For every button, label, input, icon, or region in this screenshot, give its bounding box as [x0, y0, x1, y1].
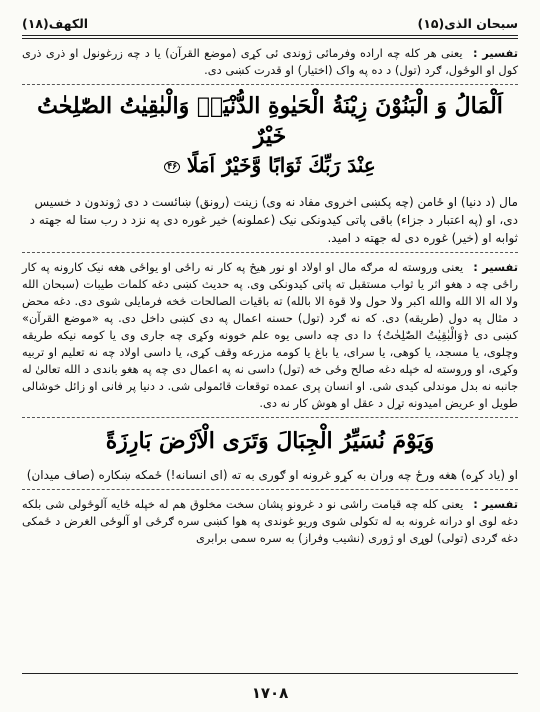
tafseer-label: تفسیر : [472, 46, 518, 60]
tafseer-label: تفسیر : [473, 259, 518, 274]
footer-rule [22, 673, 518, 674]
tafseer-2 [22, 259, 518, 412]
tafseer-label: تفسیر : [473, 496, 518, 511]
page-number: ۱۷۰۸ [251, 684, 289, 702]
tafseer-2-text: یعنی وروسته له مرګه مال او اولاد او نور هیڅ په کار نه راځی او یواځی هغه نیک کارونه په کار راځی چه د هغو اثر یا ثواب مستقبل ته پاتی کیدونکی وی. په حدیث کښی دغه کلمات طیبات (سبحان الله ولا اله الا الله والله اکبر ولا حول ولا قوة الا بالله) ته باقیات الصالحات څخه فرمایلی شوی دی. دغه محض د مثال په دول (طریقه) دی. که نه ګرد (تول) حسنه اعمال په دی کښی داخل دی. په «موضع القرآن» کښی دی ﴿وَالْبٰقِیٰتُ الصّٰلِحٰتُ﴾ دا دی چه داسی یوه علم خوونه وکړی چه جاری وی یا کومه نیکه طریقه وچلوی، یا مسجد، یا کوهی، یا سرای، یا باغ یا کومه مزرعه وقف کړی، یا داسی اولاد چه نه تعلیم او تربیه وکړی، او وروسته له خپله دغه صالح وځی خه (تول) داسی نه په اعمال دی چه په هغو باندی د الله تعالیٰ له جانبه نه بدل موندلی کیدی شی. او انسان پری عمده توقعات قائمولی شی. د دنیا پر فانی او زائل خوشالی طویل او عریض امیدونه تړل د عقل او هوش کار نه دی. [22, 259, 518, 410]
intro-tafseer-text: یعنی هر کله چه اراده وفرمائی ژوندی ئی کړی (موضع القرآن) یا د چه زرغونول او ذری ذری کول او الوځول، ګرد (تول) د ده په واک (اختیار) او قدرت کښی دی. [22, 46, 518, 77]
tafseer-3 [22, 496, 518, 547]
header-surah-para: سبحان الذی(۱۵) [417, 15, 518, 31]
header-surah-name: الکهف(۱۸) [22, 15, 89, 31]
tafseer-2-section [22, 253, 518, 418]
intro-tafseer-section [22, 39, 518, 85]
tafseer-3-section [22, 490, 518, 547]
translation-1: مال (د دنیا) او ځامن (چه پکښی اخروی مفاد نه وی) زینت (رونق) ښائست د دی ژوندون د خسیس دی، او (په اعتبار د جزاء) باقی پاتی کیدونکی نیک (عملونه) خیر غوره دی په نزد د رب ستا له جهته د ثوابه او (خیر) غوره دی له جهته د امید. [29, 194, 518, 245]
verse-46-line-2 [22, 151, 518, 181]
verse-46-line-2-text: عِنْدَ رَبِّكَ ثَوَابًا وَّخَیْرٌ اَمَلًا [186, 153, 376, 177]
translation-1-section [22, 187, 518, 253]
ayah-number-46: ۴۶ [164, 161, 180, 173]
verse-46-line-1: اَلْمَالُ وَ الْبَنُوْنَ زِیْنَةُ الْحَیٰوةِ الدُّنْیَاۚ وَالْبٰقِیٰتُ الصّٰلِحٰتُ خَیْرٌ [37, 93, 503, 149]
tafseer-3-text: یعنی کله چه قیامت راشی نو د غرونو پشان سخت مخلوق هم له خپله ځایه آلوځولی شی بلکه دغه لوی او درانه غرونه به له تکولی شوی وریو غوندی په هوا کښی سره ګرځی او آلوځی الغرض د ځمکی دغه ګردی (تولی) لوړی او ژوری (نشیب وفراز) به سره سمی برابری [22, 496, 518, 545]
verse-46-block [22, 91, 518, 181]
translation-2-section [22, 460, 518, 490]
verse-47: وَیَوْمَ نُسَیِّرُ الْجِبَالَ وَتَرَی الْاَرْضَ بَارِزَةً [105, 427, 435, 454]
translation-2: او (یاد کړه) هغه ورځ چه وران به کړو غرونه او ګوری به ته (ای انسانه!) ځمکه ښکاره (صاف میدان) [26, 467, 518, 482]
intro-tafseer [22, 45, 518, 79]
page-header [22, 14, 518, 36]
